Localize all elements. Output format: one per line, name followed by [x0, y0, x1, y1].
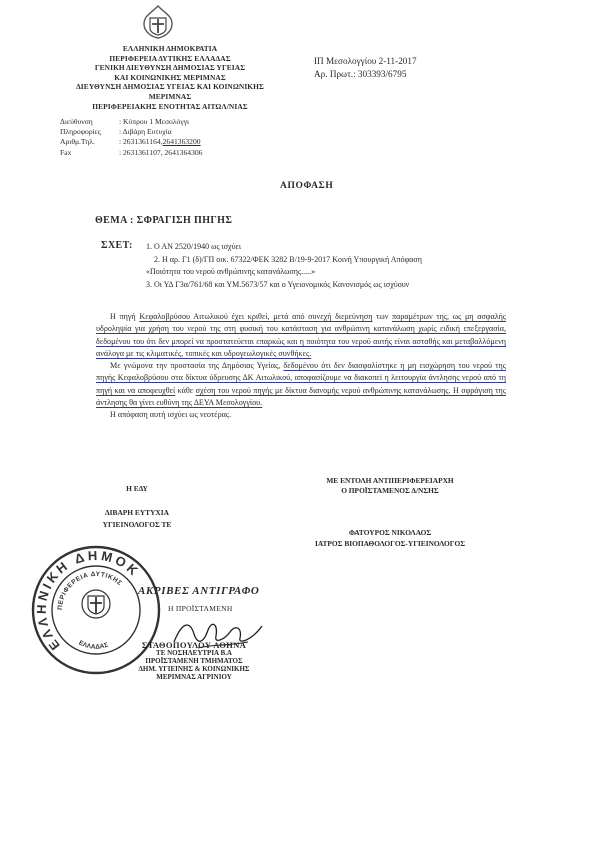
contact-details [60, 117, 202, 158]
stamp-line: ΜΕΡΙΜΝΑΣ ΑΓΡΙΝΙΟΥ [156, 673, 232, 681]
body-paragraph: Η απόφαση αυτή ισχύει ως νεοτέρας. [110, 410, 232, 420]
reference-block [314, 55, 417, 81]
signature-left [84, 483, 190, 532]
protocol-number: Αρ. Πρωτ.: 303393/6795 [314, 69, 407, 79]
header-line: ΓΕΝΙΚΗ ΔΙΕΥΘΥΝΣΗ ΔΗΜΟΣΙΑΣ ΥΓΕΙΑΣ [94, 63, 246, 73]
body-paragraph [96, 360, 506, 409]
text-span: των [372, 312, 393, 321]
contact-value: : Διβάρη Ευτυχία [119, 127, 172, 137]
underlined-text: παραμέτρων της, ως μη ασφαλής υδροληψία για χρήση του νερού της στη φυσική του κατάσταση για ανθρώπινη κατανάλωση χωρίς ειδική επεξεργασία, δεδομένου του ότι δεν μπορεί να προστατεύεται επαρκώς και η ποιότητα του νερού αυτής είναι ασταθής και μεταβαλλόμενη ανάλογα με τις κλιματικές, τοπικές και υδρογεωλογικές συνθήκες. [96, 312, 507, 358]
header-line: ΠΕΡΙΦΕΡΕΙΑ ΔΥΤΙΚΗΣ ΕΛΛΑΔΑΣ [109, 53, 231, 63]
sign-line: Η ΕΔΥ [126, 484, 148, 493]
header-line: ΔΙΕΥΘΥΝΣΗ ΔΗΜΟΣΙΑΣ ΥΓΕΙΑΣ ΚΑΙ ΚΟΙΝΩΝΙΚΗΣ [76, 82, 264, 92]
stamp-line: ΔΗΜ. ΥΓΙΕΙΝΗΣ & ΚΟΙΝΩΝΙΚΗΣ [138, 665, 250, 673]
stamp-bottom-text: ΕΛΛΑΔΑΣ [77, 639, 110, 651]
reference-item: 2. Η αρ. Γ1 (δ)/ΓΠ οικ. 67322/ΦΕΚ 3282 Β/19-9-2017 Κοινή Υπουργική Απόφαση [154, 254, 422, 264]
stamp-emblem-icon [82, 590, 110, 618]
place-date: ΙΠ Μεσολογγίου 2-11-2017 [314, 56, 417, 66]
reference-item: 1. Ο ΑΝ 2520/1940 ως ισχύει [146, 242, 242, 251]
stamp-inner-text: ΠΕΡΙΦΕΡΕΙΑ ΔΥΤΙΚΗΣ [56, 570, 124, 611]
svg-text:ΕΛΛΑΔΑΣ [77, 639, 109, 650]
sign-line: ΜΕ ΕΝΤΟΛΗ ΑΝΤΙΠΕΡΙΦΕΡΕΙΑΡΧΗ [326, 476, 454, 485]
text-span: κάθε [175, 385, 196, 395]
stamp-line: ΣΤΑΘΟΠΟΥΛΟΥ ΑΘΗΝΑ [141, 640, 247, 650]
contact-row [60, 127, 202, 137]
stamp-line: ΤΕ ΝΟΣΗΛΕΥΤΡΙΑ Β.Α [156, 649, 232, 657]
references-list [146, 241, 422, 291]
references-label: ΣΧΕΤ: [101, 240, 133, 251]
stamp-outer-text: ΕΛΛΗΝΙΚΗ ΔΗΜΟΚΡΑΤΙΑ [33, 547, 143, 654]
underlined-text: Κεφαλοβρύσου Αιτωλικού έχει κριθεί, μετά από συνεχή διερεύνηση [139, 312, 373, 321]
text-span: Με γνώμονα την προστασία της Δημόσιας Υγείας, [110, 361, 284, 371]
sign-line: ΥΓΙΕΙΝΟΛΟΓΟΣ ΤΕ [102, 520, 172, 530]
reference-item: 3. Οι ΥΔ Γ3α/761/68 και ΥΜ.5673/57 και ο Υγειονομικός Κανονισμός ως ισχύουν [146, 279, 410, 289]
signatory-name [275, 528, 505, 549]
head-name-stamp [130, 641, 258, 681]
header-line: ΕΛΛΗΝΙΚΗ ΔΗΜΟΚΡΑΤΙΑ [122, 44, 218, 53]
contact-value: : 2631361107, 2641364306 [119, 147, 203, 157]
sign-line: ΔΙΒΑΡΗ ΕΥΤΥΧΙΑ [105, 508, 169, 518]
sign-line: ΦΑΤΟΥΡΟΣ ΝΙΚΟΛΑΟΣ [348, 528, 432, 538]
underlined-text: σχέση του νερού πηγής με δίκτυα διανομής νερού ανθρώπινης κατανάλωσης. Η σφράγιση της άντλησης θα γίνει ευθύνη της ΔΕΥΑ Μεσολογγίου. [96, 385, 506, 408]
underlined-text: δεδομένου ότι δεν διασφαλίστηκε η μη εισχώρηση του νερού της πηγής Κεφαλοβρύσου στα δίκτυα ύδρευσης ΔΚ Αιτωλικού, αποφασίζουμε να διακοπεί η λειτουργία άντλησης νερού από τη πηγή και να αποφευχθεί [96, 361, 506, 395]
contact-value: : 2631361164, [119, 137, 163, 147]
issuing-authority-header [60, 44, 280, 111]
contact-key: Διεύθυνση [60, 117, 93, 126]
decision-body [96, 311, 506, 422]
contact-value: : Κύπρου 1 Μεσολόγγι [119, 117, 190, 126]
contact-key: Πληροφορίες [60, 127, 101, 137]
contact-value-extra: 2641363200 [162, 137, 201, 147]
contact-row [60, 148, 202, 158]
sign-line: Ο ΠΡΟΪΣΤΑΜΕΝΟΣ Δ/ΝΣΗΣ [341, 485, 439, 495]
signature-right [275, 476, 505, 549]
body-paragraph [96, 311, 506, 360]
coat-of-arms-icon [140, 4, 176, 40]
subject-line: ΘΕΜΑ : ΣΦΡΑΓΙΣΗ ΠΗΓΗΣ [95, 215, 233, 226]
contact-key: Fax [60, 147, 72, 157]
contact-row [60, 137, 202, 147]
contact-row [60, 117, 202, 127]
reference-item: «Ποιότητα του νερού ανθρώπινης κατανάλωσης.....» [146, 267, 316, 276]
document-title: ΑΠΟΦΑΣΗ [280, 181, 334, 191]
certified-copy-stamp: ΑΚΡΙΒΕΣ ΑΝΤΙΓΡΑΦΟ [138, 585, 260, 597]
contact-key: Αριθμ.Τηλ. [60, 137, 95, 147]
text-span: Η πηγή [110, 312, 140, 321]
header-line: ΜΕΡΙΜΝΑΣ [148, 91, 192, 101]
head-label: Η ΠΡΟΪΣΤΑΜΕΝΗ [168, 604, 233, 613]
sign-line: ΙΑΤΡΟΣ ΒΙΟΠΑΘΟΛΟΓΟΣ-ΥΓΙΕΙΝΟΛΟΓΟΣ [314, 538, 466, 548]
header-line: ΚΑΙ ΚΟΙΝΩΝΙΚΗΣ ΜΕΡΙΜΝΑΣ [114, 72, 226, 82]
stamp-line: ΠΡΟΪΣΤΑΜΕΝΗ ΤΜΗΜΑΤΟΣ [145, 657, 243, 665]
header-line: ΠΕΡΙΦΕΡΕΙΑΚΗΣ ΕΝΟΤΗΤΑΣ ΑΙΤΩΛ/ΝΙΑΣ [92, 101, 248, 111]
